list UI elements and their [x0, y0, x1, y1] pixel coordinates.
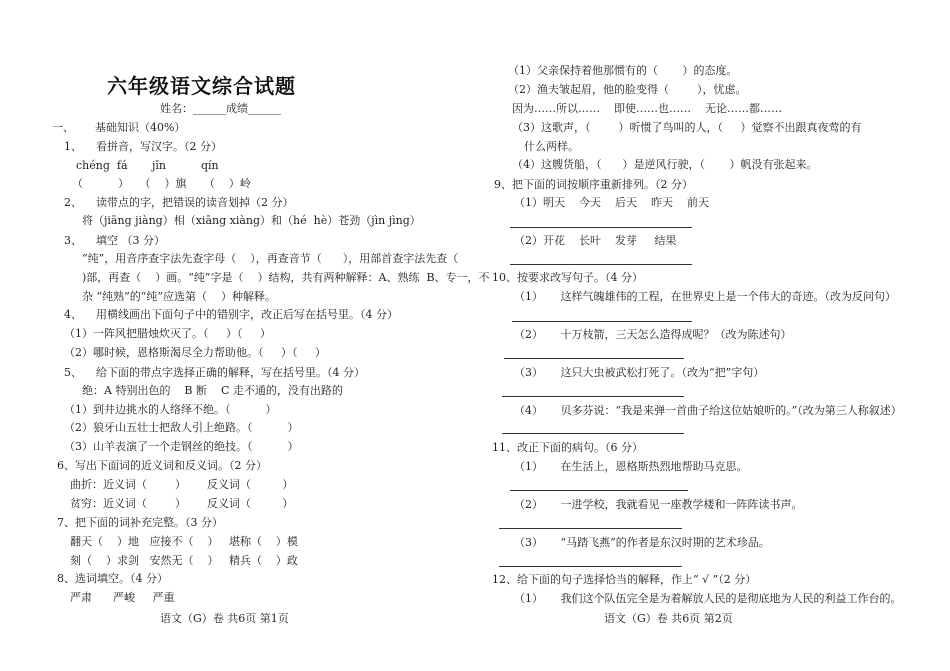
- q10-item-2: （2） 十万枝箭，三天怎么造得成呢？（改为陈述句）: [514, 328, 792, 341]
- question-4: 4、 用横线画出下面句子中的错别字，改正后写在括号里。（4 分）: [64, 308, 398, 321]
- q8-item-1: （1）父亲保持着他那惯有的（ ）的态度。: [508, 64, 738, 77]
- question-7: 7、把下面的词补充完整。（3 分）: [57, 516, 223, 529]
- q11-item-1: （1） 在生活上，恩格斯热烈地帮助马克思。: [514, 460, 748, 473]
- q1-blanks: （ ） （ ）旗 （ ）岭: [72, 177, 251, 190]
- answer-line[interactable]: [502, 396, 684, 397]
- q4-item-1: （1）一阵风把腊烛炊灭了。（ ）（ ）: [64, 327, 271, 340]
- q7-row-1: 翻天（ ）地 应接不（ ） 堪称（ ）模: [70, 535, 298, 548]
- page-title: 六年级语文综合试题: [107, 74, 296, 98]
- question-12: 12、给下面的句子选择恰当的解释，作上“ √ ”（2 分）: [492, 573, 757, 586]
- q11-item-3: （3） “马踏飞燕”的作者是东汉时期的艺术珍品。: [514, 536, 770, 549]
- q8-item-2: （2）渔夫皱起眉，他的脸变得（ ），忧虑。: [508, 83, 747, 96]
- answer-line[interactable]: [502, 433, 684, 434]
- q11-item-2: （2） 一进学校，我就看见一座教学楼和一阵阵读书声。: [514, 498, 803, 511]
- q3-line-3: 杂 “纯熟”的“纯”应选第（ ）种解释。: [82, 290, 276, 303]
- section-1-heading: 一、 基础知识（40%）: [52, 121, 186, 134]
- q8-item-3: （3）这歌声，（ ）听惯了鸟叫的人，（ ）觉察不出跟真夜莺的有: [512, 121, 862, 134]
- question-5: 5、 给下面的带点字选择正确的解释，写在括号里。（4 分）: [64, 366, 365, 379]
- q8-conjunctions: 因为……所以…… 即使……也…… 无论……都……: [512, 102, 782, 115]
- q7-row-2: 刻（ ）求剑 安然无（ ） 精兵（ ）政: [70, 554, 298, 567]
- question-2: 2、 读带点的字，把错误的读音划掉（2 分）: [64, 196, 294, 209]
- q8-word-choices: 严肃 严峻 严重: [70, 591, 175, 604]
- answer-line[interactable]: [510, 490, 688, 491]
- q6-item-1: 曲折：近义词（ ） 反义词（ ）: [70, 478, 294, 491]
- q8-item-4: （4）这艘货船，（ ）是逆风行驶，（ ）帆没有张起来。: [512, 158, 818, 171]
- answer-line[interactable]: [510, 227, 692, 228]
- q8-item-3-cont: 什么两样。: [524, 140, 579, 153]
- q4-item-2: （2）哪时候，恩格斯渴尽全力帮助他。（ ）（ ）: [64, 346, 326, 359]
- answer-line[interactable]: [504, 358, 684, 359]
- question-11: 11、改正下面的病句。（6 分）: [492, 441, 643, 454]
- q6-item-2: 贫穷：近义词（ ） 反义词（ ）: [70, 497, 294, 510]
- answer-line[interactable]: [499, 528, 682, 529]
- q2-readings: 将（jiāng jiàng）相（xiāng xiàng）和（hé hè）苍劲（jìn jìng）: [82, 214, 421, 227]
- q3-line-1: “纯”，用音序查字法先查字母（ ），再查音节（ ），用部首查字法先查（: [82, 252, 459, 265]
- q1-pinyin: chéng fá jǐn qín: [76, 159, 219, 172]
- answer-line[interactable]: [512, 321, 692, 322]
- question-8: 8、选词填空。（4 分）: [57, 572, 168, 585]
- q5-definitions: 绝：A 特别出色的 B 断 C 走不通的，没有出路的: [82, 384, 343, 397]
- q5-item-3: （3）山羊表演了一个走钢丝的绝技。（ ）: [64, 440, 299, 453]
- q9-item-2: （2）开花 长叶 发芽 结果: [514, 234, 677, 247]
- question-1: 1、 看拼音，写汉字。（2 分）: [64, 140, 222, 153]
- q5-item-1: （1）到井边挑水的人络绎不绝。（ ）: [64, 403, 277, 416]
- q3-line-2: )部，再查（ ）画。“纯”字是（ ）结构，共有两种解释：A、熟练 B、专一，不: [82, 271, 490, 284]
- page-1-footer: 语文（G）卷 共6页 第1页: [160, 612, 289, 625]
- q10-item-1: （1） 这样气魄雄伟的工程，在世界史上是一个伟大的奇迹。（改为反问句）: [514, 290, 896, 303]
- name-score-line: 姓名：______成绩______: [160, 102, 281, 115]
- question-6: 6、写出下面词的近义词和反义词。（2 分）: [57, 459, 267, 472]
- answer-line[interactable]: [510, 264, 692, 265]
- question-10: 10、按要求改写句子。（4 分）: [492, 271, 643, 284]
- q9-item-1: （1）明天 今天 后天 昨天 前天: [514, 196, 709, 209]
- q10-item-3: （3） 这只大虫被武松打死了。（改为“把”字句）: [514, 366, 765, 379]
- question-3: 3、 填空 （3 分）: [64, 234, 165, 247]
- q5-item-2: （2）狼牙山五壮士把敌人引上绝路。（ ）: [64, 421, 299, 434]
- q12-item-1: （1） 我们这个队伍完全是为着解放人民的是彻底地为人民的利益工作台的。: [514, 592, 902, 605]
- q10-item-4: （4） 贝多芬说：“我是来弹一首曲子给这位姑娘听的。”（改为第三人称叙述）: [514, 404, 902, 417]
- page-2-footer: 语文（G）卷 共6页 第2页: [604, 612, 733, 625]
- answer-line[interactable]: [499, 566, 682, 567]
- question-9: 9、把下面的词按顺序重新排列。（2 分）: [494, 178, 693, 191]
